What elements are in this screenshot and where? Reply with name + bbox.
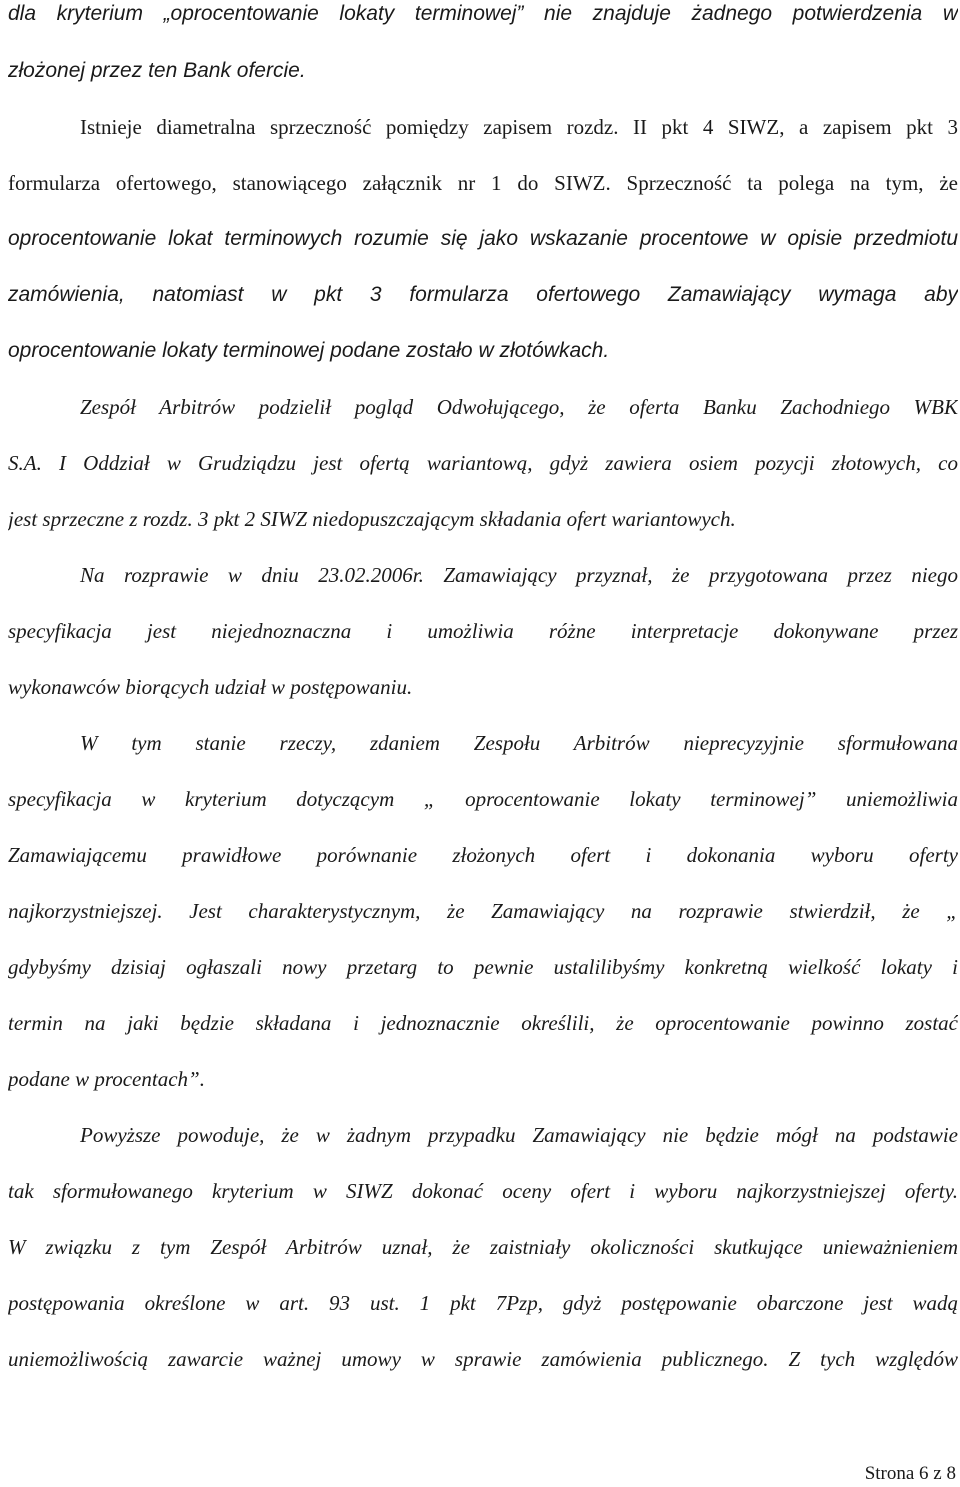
text-line: dla kryterium „oprocentowanie lokaty terminowej” nie znajduje żadnego potwierdzenia w — [8, 2, 958, 25]
text-line: oprocentowanie lokaty terminowej podane zostało w złotówkach. — [8, 339, 610, 362]
paragraph-first-line: Na rozprawie w dniu 23.02.2006r. Zamawiający przyznał, że przygotowana przez niego — [80, 563, 958, 587]
text-line: oprocentowanie lokat terminowych rozumie się jako wskazanie procentowe w opisie przedmiotu — [8, 227, 958, 250]
paragraph-first-line: W tym stanie rzeczy, zdaniem Zespołu Arbitrów nieprecyzyjnie sformułowana — [80, 731, 958, 755]
text-line: tak sformułowanego kryterium w SIWZ dokonać oceny ofert i wyboru najkorzystniejszej oferty. — [8, 1179, 958, 1203]
text-line: specyfikacja w kryterium dotyczącym „ oprocentowanie lokaty terminowej” uniemożliwia — [8, 787, 958, 811]
text-line: formularza ofertowego, stanowiącego załącznik nr 1 do SIWZ. Sprzeczność ta polega na tym, że — [8, 171, 958, 195]
text-line: specyfikacja jest niejednoznaczna i umożliwia różne interpretacje dokonywane przez — [8, 619, 958, 643]
text-line: termin na jaki będzie składana i jednoznacznie określili, że oprocentowanie powinno zostać — [8, 1011, 958, 1035]
text-line: wykonawców biorących udział w postępowaniu. — [8, 675, 413, 699]
text-line: uniemożliwością zawarcie ważnej umowy w sprawie zamówienia publicznego. Z tych względów — [8, 1347, 958, 1371]
text-line: najkorzystniejszej. Jest charakterystycznym, że Zamawiający na rozprawie stwierdził, że „ — [8, 899, 958, 923]
text-line: złożonej przez ten Bank ofercie. — [8, 59, 306, 82]
paragraph-first-line: Powyższe powoduje, że w żadnym przypadku Zamawiający nie będzie mógł na podstawie — [80, 1123, 958, 1147]
page-number: Strona 6 z 8 — [864, 1463, 956, 1484]
text-line: postępowania określone w art. 93 ust. 1 pkt 7Pzp, gdyż postępowanie obarczone jest wadą — [8, 1291, 958, 1315]
text-line: S.A. I Oddział w Grudziądzu jest ofertą wariantową, gdyż zawiera osiem pozycji złotowych, co — [8, 451, 958, 475]
paragraph-first-line: Zespół Arbitrów podzielił pogląd Odwołującego, że oferta Banku Zachodniego WBK — [80, 395, 958, 419]
text-line: Zamawiającemu prawidłowe porównanie złożonych ofert i dokonania wyboru oferty — [8, 843, 958, 867]
text-line: gdybyśmy dzisiaj ogłaszali nowy przetarg to pewnie ustalilibyśmy konkretną wielkość lokaty i — [8, 955, 958, 979]
text-line: W związku z tym Zespół Arbitrów uznał, że zaistniały okoliczności skutkujące unieważnieniem — [8, 1235, 958, 1259]
text-line: zamówienia, natomiast w pkt 3 formularza ofertowego Zamawiający wymaga aby — [8, 283, 958, 306]
text-line: jest sprzeczne z rozdz. 3 pkt 2 SIWZ niedopuszczającym składania ofert wariantowych. — [8, 507, 736, 531]
paragraph-first-line: Istnieje diametralna sprzeczność pomiędzy zapisem rozdz. II pkt 4 SIWZ, a zapisem pkt 3 — [80, 115, 958, 139]
text-line: podane w procentach”. — [8, 1067, 205, 1091]
